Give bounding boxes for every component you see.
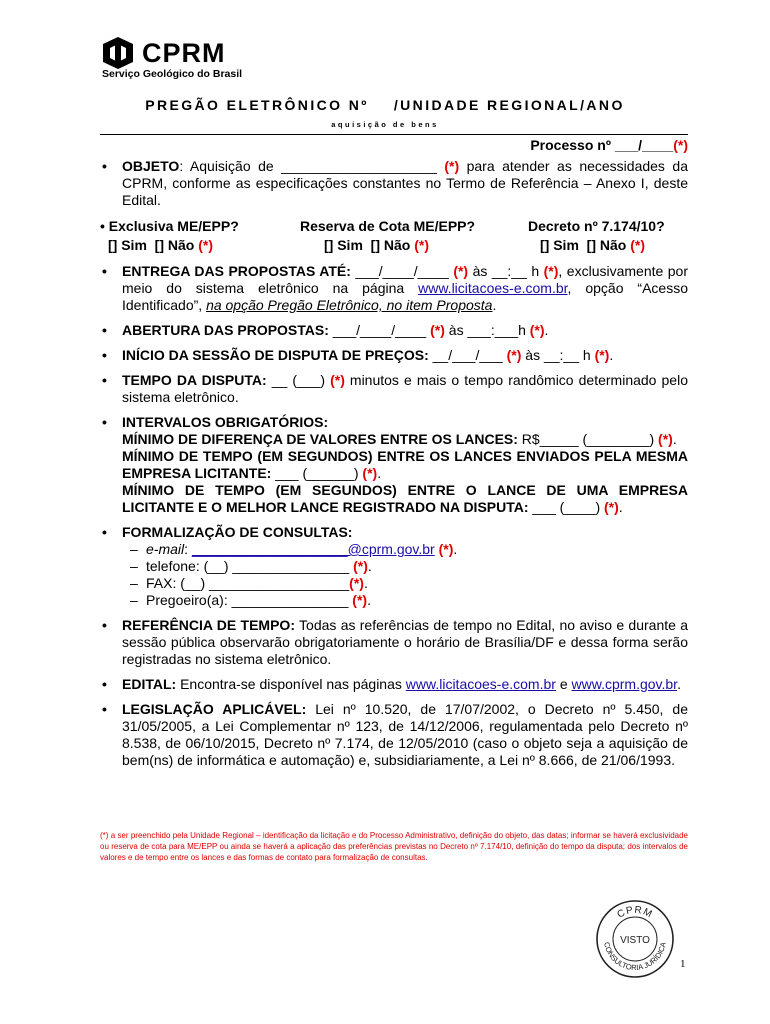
logo-subtitle: Serviço Geológico do Brasil — [102, 68, 243, 80]
intervalo-mesma-empresa-value: ___ (______) — [271, 465, 363, 481]
referencia-text: Todas as referências de tempo no Edital, no aviso e durante a sessão pública observarão obrigatoriamente o horário de Brasília/DF e dessa forma serão registradas no sistema eletrônico. — [122, 617, 688, 667]
entrega-text-2: , opção “Acesso Identificado”, — [122, 280, 689, 313]
licitacoes-link[interactable]: www.licitacoes-e.com.br — [405, 676, 556, 692]
processo-mark: (*) — [673, 137, 688, 153]
checkbox-sim[interactable]: [] Sim — [108, 237, 147, 253]
option-mark: (*) — [414, 237, 430, 253]
intervalo-valores-label: MÍNIMO DE DIFERENÇA DE VALORES ENTRE OS LANCES: — [122, 431, 518, 447]
consulta-fax: – FAX: (__) __________________(*). — [130, 575, 368, 591]
email-mark: (*) — [438, 541, 454, 557]
intervalo-melhor-lance-label: MÍNIMO DE TEMPO (EM SEGUNDOS) ENTRE O LANCE DE UMA EMPRESA LICITANTE E O MELHOR LANCE REGISTRADO NA DISPUTA: — [122, 482, 688, 515]
telefone-text: telefone: (__) _______________ — [146, 558, 354, 574]
stamp-bottom: CONSULTORIA JURÍDICA — [602, 941, 668, 973]
legislacao-label: LEGISLAÇÃO APLICÁVEL: — [122, 701, 307, 717]
consultas-item — [100, 524, 688, 609]
entrega-date: ___/____/____ — [350, 263, 454, 279]
intervalo-end: . — [672, 431, 677, 447]
option-decreto — [528, 217, 688, 255]
entrega-end: . — [492, 297, 497, 313]
objeto-text-1: : Aquisição de ____________________ — [179, 158, 445, 174]
entrega-item — [100, 263, 688, 314]
bullet-icon: • — [102, 263, 107, 279]
bullet-icon: • — [102, 347, 107, 363]
inicio-item — [100, 347, 688, 364]
bullet-icon: • — [102, 322, 107, 338]
bullet-icon: • — [102, 701, 107, 717]
cprm-logo-icon — [100, 36, 136, 70]
bullet-icon: • — [102, 617, 107, 633]
abertura-label: ABERTURA DAS PROPOSTAS: — [122, 322, 329, 338]
abertura-time: às ___:___h — [444, 322, 530, 338]
tempo-text: minutos e mais o tempo randômico determinado pelo sistema eletrônico. — [122, 372, 688, 405]
inicio-time: às __:__ h — [521, 347, 595, 363]
intervalo-mesma-empresa-mark: (*) — [362, 465, 378, 481]
intervalos-item — [100, 414, 688, 516]
bullet-icon: • — [102, 414, 107, 430]
consulta-email: – e-mail: ____________________@cprm.gov.br (*). — [130, 541, 458, 557]
objeto-text-2: para atender as necessidades da CPRM, conforme as especificações constantes no Termo de Referência – Anexo I, deste Edital. — [122, 158, 688, 208]
intervalo-mesma-empresa-label: MÍNIMO DE TEMPO (EM SEGUNDOS) ENTRE OS LANCES ENVIADOS PELA MESMA EMPRESA LICITANTE: — [122, 448, 688, 481]
entrega-text: , exclusivamente por meio do sistema eletrônico na página — [122, 263, 688, 296]
option-mark: (*) — [630, 237, 646, 253]
entrega-mark-2: (*) — [543, 263, 559, 279]
bullet-icon: • — [102, 158, 107, 174]
checkbox-sim[interactable]: [] Sim — [540, 237, 579, 253]
legislacao-text: Lei nº 10.520, de 17/07/2002, o Decreto nº 5.450, de 31/05/2005, a Lei Complementar nº 123, de 14/12/2006, regulamentada pelo Decreto nº 8.538, de 06/10/2015, Decreto nº 7.174, de 12/05/2010 (caso o objeto seja a aquisição de bem(ns) de informática e automação) e, subsidiariamente, a Lei nº 8.666, de 21/06/1993. — [122, 701, 688, 768]
edital-label: EDITAL: — [122, 676, 177, 692]
cprm-link[interactable]: www.cprm.gov.br — [571, 676, 678, 692]
abertura-mark-1: (*) — [430, 322, 445, 338]
referencia-label: REFERÊNCIA DE TEMPO: — [122, 617, 295, 633]
pregoeiro-mark: (*) — [352, 592, 368, 608]
page-number: 1 — [680, 958, 686, 970]
tempo-label: TEMPO DA DISPUTA: — [122, 372, 267, 388]
objeto-item — [100, 158, 688, 209]
abertura-mark-2: (*) — [529, 322, 545, 338]
svg-text:CPRM — [615, 905, 654, 921]
fax-mark: (*) — [349, 575, 364, 591]
intervalo-end: . — [377, 465, 382, 481]
consulta-telefone: – telefone: (__) _______________ (*). — [130, 558, 372, 574]
intervalo-melhor-lance-value: ___ (____) — [528, 499, 605, 515]
abertura-date: ___/____/____ — [328, 322, 431, 338]
legislacao-item — [100, 701, 688, 769]
intervalo-melhor-lance-mark: (*) — [604, 499, 619, 515]
cprm-logo — [100, 36, 270, 82]
bullet-icon: • — [102, 676, 107, 692]
telefone-mark: (*) — [353, 558, 368, 574]
option-question: Decreto nº 7.174/10? — [528, 218, 665, 234]
stamp-center: VISTO — [620, 935, 650, 946]
tempo-item — [100, 372, 688, 406]
intervalos-label: INTERVALOS OBRIGATÓRIOS: — [122, 414, 329, 430]
entrega-time: às __:__ h — [468, 263, 544, 279]
footnote: (*) a ser preenchido pela Unidade Regional – identificação da licitação e do Processo Administrativo, definição do objeto, das datas; informar se haverá exclusividade ou reserva de cota para ME/EPP ou ainda se haverá a aplicação das preferências previstas no Decreto nº 7.174/10, definição do tempo da disputa; dos intervalos de valores e de tempo entre os lances e das formas de contato para formalização de consultas. — [100, 831, 688, 862]
licitacoes-link[interactable]: www.licitacoes-e.com.br — [418, 280, 568, 296]
referencia-item — [100, 617, 688, 668]
visto-stamp-icon — [594, 898, 676, 980]
checkbox-nao[interactable]: [] Não — [586, 237, 627, 253]
inicio-label: INÍCIO DA SESSÃO DE DISPUTA DE PREÇOS: — [122, 347, 429, 363]
entrega-mark-1: (*) — [453, 263, 469, 279]
options-row — [100, 217, 688, 255]
inicio-mark-2: (*) — [594, 347, 610, 363]
abertura-end: . — [544, 322, 549, 338]
pregoeiro-text: Pregoeiro(a): _______________ — [146, 592, 353, 608]
checkbox-sim[interactable]: [] Sim — [324, 237, 363, 253]
intervalo-valores-mark: (*) — [658, 431, 673, 447]
checkbox-nao[interactable]: [] Não — [370, 237, 411, 253]
objeto-label: OBJETO — [122, 158, 180, 174]
tempo-mark: (*) — [330, 372, 345, 388]
option-exclusiva — [100, 217, 300, 255]
consultas-list — [122, 541, 688, 609]
document-subtitle: aquisição de bens — [331, 120, 439, 129]
abertura-item — [100, 322, 688, 339]
document-body — [100, 137, 688, 774]
consultas-label: FORMALIZAÇÃO DE CONSULTAS: — [122, 524, 353, 540]
edital-item — [100, 676, 688, 693]
bullet-icon: • — [102, 372, 107, 388]
consulta-pregoeiro: – Pregoeiro(a): _______________ (*). — [130, 592, 371, 608]
email-label: e-mail — [146, 541, 185, 557]
entrega-italic: na opção Pregão Eletrônico, no item Proposta — [206, 297, 493, 313]
stamp-top: CPRM — [615, 904, 655, 921]
processo-label: Processo nº ___/____ — [530, 137, 674, 153]
edital-text: Encontra-se disponível nas páginas — [176, 676, 406, 692]
email-link[interactable]: ____________________@cprm.gov.br — [191, 541, 435, 557]
document-title: PREGÃO ELETRÔNICO Nº /UNIDADE REGIONAL/ANO — [145, 97, 625, 113]
option-question: Reserva de Cota ME/EPP? — [300, 218, 476, 234]
edital-and: e — [555, 676, 572, 692]
option-mark: (*) — [198, 237, 214, 253]
title-divider — [100, 134, 688, 135]
processo-line — [100, 137, 688, 154]
checkbox-nao[interactable]: [] Não — [154, 237, 195, 253]
tempo-value: __ (___) — [266, 372, 331, 388]
bullet-icon: • — [100, 218, 109, 234]
inicio-mark-1: (*) — [506, 347, 522, 363]
intervalo-end: . — [618, 499, 623, 515]
inicio-end: . — [609, 347, 614, 363]
objeto-mark: (*) — [444, 158, 460, 174]
intervalo-valores-value: R$_____ (________) — [517, 431, 659, 447]
logo-name: CPRM — [142, 38, 226, 68]
option-reserva — [300, 217, 528, 255]
entrega-label: ENTREGA DAS PROPOSTAS ATÉ: — [122, 263, 351, 279]
edital-end: . — [677, 676, 681, 692]
bullet-icon: • — [102, 524, 107, 540]
option-question: Exclusiva ME/EPP? — [108, 218, 239, 234]
inicio-date: __/___/___ — [428, 347, 507, 363]
fax-text: FAX: (__) __________________ — [146, 575, 350, 591]
